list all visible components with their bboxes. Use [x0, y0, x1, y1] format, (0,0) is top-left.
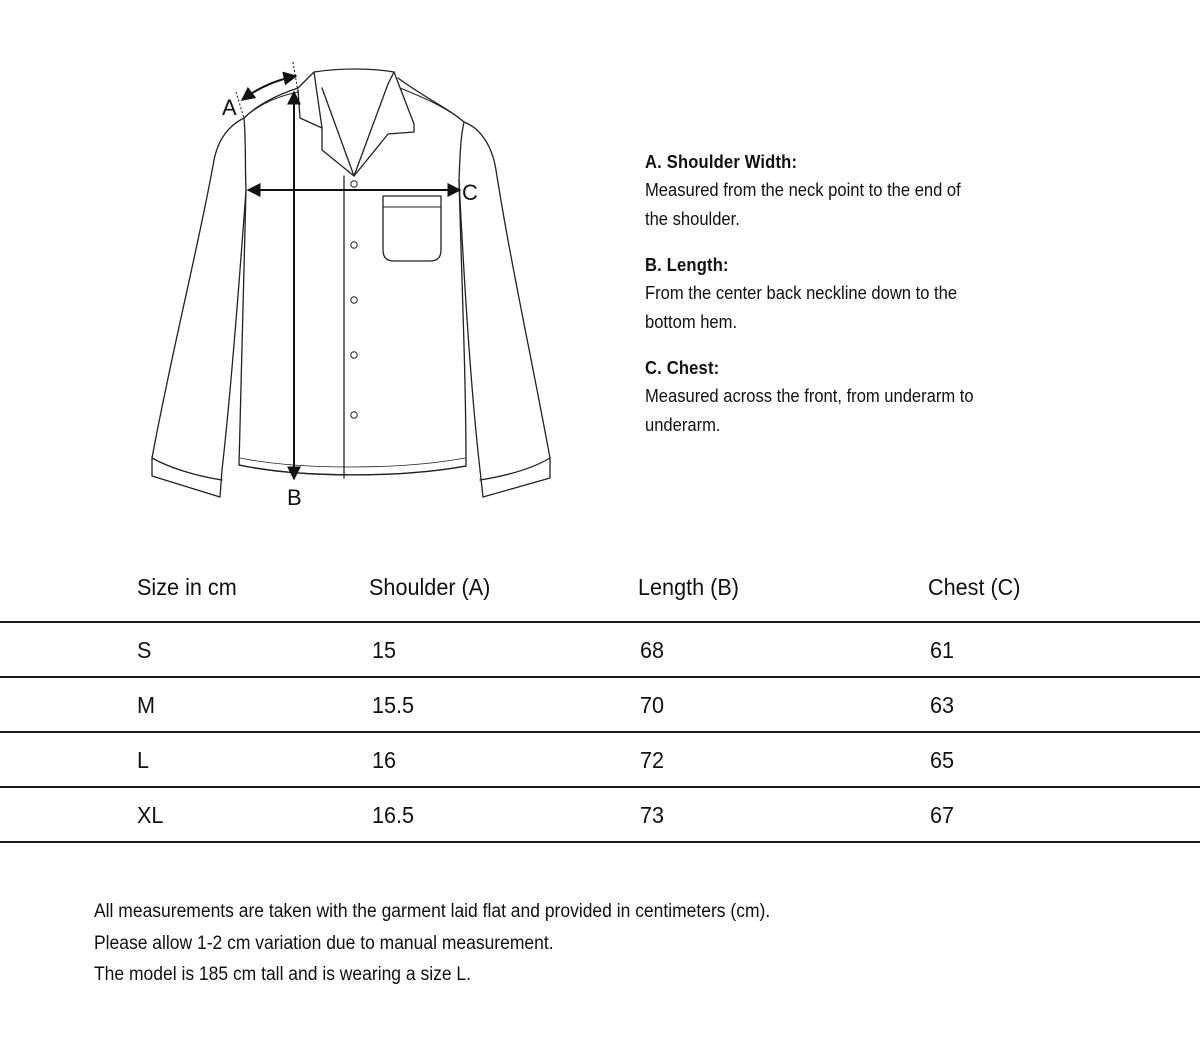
cell-shoulder: 16.5 [372, 802, 415, 828]
shoulder-width-arrow [242, 76, 296, 100]
table-row [0, 733, 1200, 788]
header-size: Size in cm [137, 574, 237, 600]
measure-label-c: C [462, 180, 478, 205]
button [351, 412, 357, 418]
measure-label-a: A [222, 95, 237, 120]
description-text: From the center back neckline down to the bottom hem. [645, 283, 958, 332]
cell-size: S [137, 637, 152, 663]
cell-shoulder: 15.5 [372, 692, 415, 718]
cell-length: 73 [640, 802, 665, 828]
button [351, 242, 357, 248]
description-title: B. Length: [645, 255, 729, 275]
header-chest: Chest (C) [928, 574, 1021, 600]
cell-length: 70 [640, 692, 665, 718]
header-length: Length (B) [638, 574, 739, 600]
header-shoulder: Shoulder (A) [369, 574, 491, 600]
chest-pocket [383, 196, 441, 261]
button [351, 297, 357, 303]
table-row [0, 788, 1200, 843]
button [351, 181, 357, 187]
cell-shoulder: 15 [372, 637, 397, 663]
note-line: All measurements are taken with the garment laid flat and provided in centimeters (cm). [94, 901, 771, 922]
left-sleeve-outline [152, 118, 246, 497]
description-length [645, 251, 1065, 337]
table-header-row [0, 560, 1200, 623]
right-sleeve-outline [459, 122, 550, 497]
shirt-illustration [140, 55, 560, 515]
cell-chest: 63 [930, 692, 955, 718]
measurement-descriptions [645, 148, 1065, 457]
cell-chest: 67 [930, 802, 955, 828]
description-shoulder [645, 148, 1065, 234]
note-line: Please allow 1-2 cm variation due to manual measurement. [94, 932, 554, 954]
cell-size: XL [137, 802, 164, 828]
button [351, 352, 357, 358]
table-row [0, 678, 1200, 733]
description-text: Measured across the front, from underarm to underarm. [645, 386, 974, 435]
cell-size: L [137, 747, 150, 773]
description-title: A. Shoulder Width: [645, 152, 798, 172]
description-title: C. Chest: [645, 358, 720, 378]
measure-label-b: B [287, 485, 302, 510]
description-text: Measured from the neck point to the end of the shoulder. [645, 180, 961, 229]
measurement-notes [94, 896, 994, 991]
cell-chest: 65 [930, 747, 955, 773]
cell-length: 72 [640, 747, 665, 773]
shirt-measurement-diagram [140, 55, 560, 515]
size-table [0, 560, 1200, 843]
table-row [0, 623, 1200, 678]
description-chest [645, 354, 1065, 440]
cell-chest: 61 [930, 637, 955, 663]
cell-shoulder: 16 [372, 747, 397, 773]
cell-length: 68 [640, 637, 665, 663]
note-line: The model is 185 cm tall and is wearing a size L. [94, 964, 471, 985]
cell-size: M [137, 692, 156, 718]
